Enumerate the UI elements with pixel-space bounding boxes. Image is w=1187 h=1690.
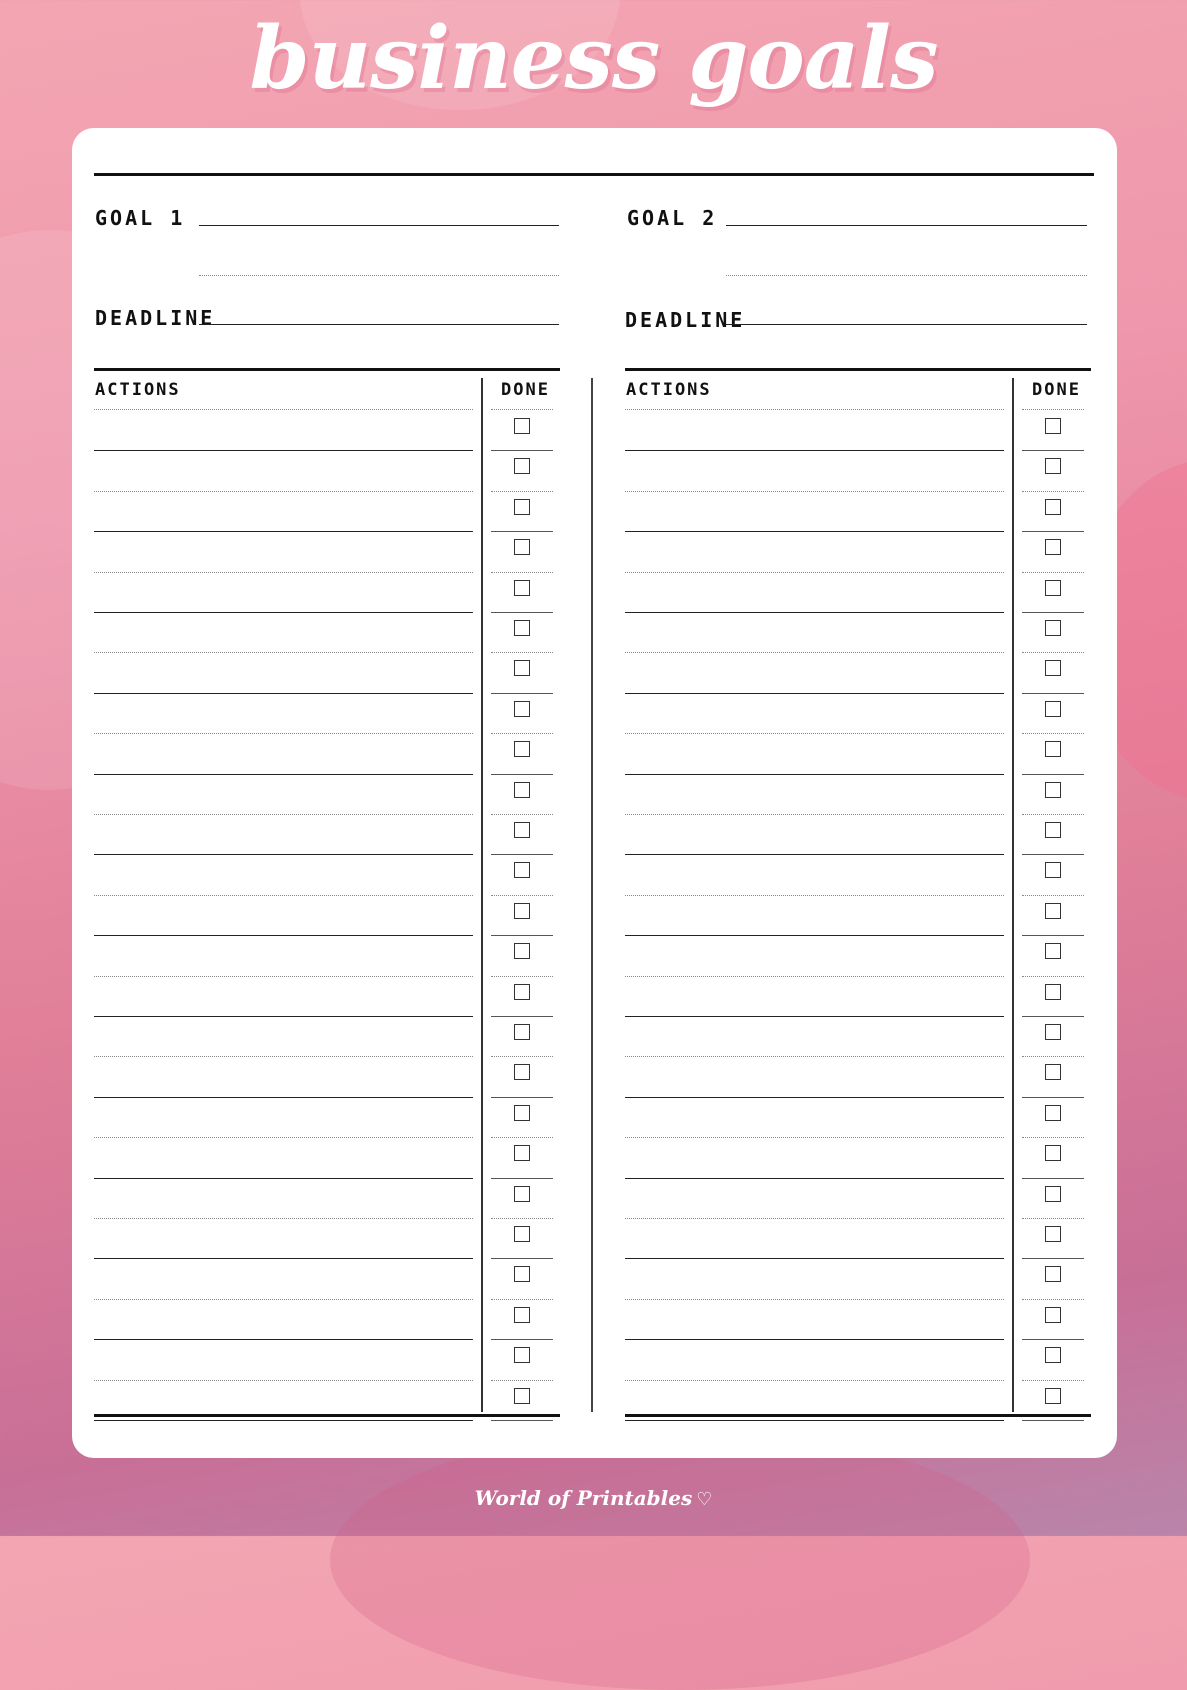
- done-header: DONE: [1032, 380, 1081, 400]
- action-row: [625, 694, 1091, 734]
- header-underline: [1022, 409, 1084, 410]
- action-row: [625, 855, 1091, 895]
- table-top-rule: [625, 368, 1091, 371]
- action-row: [625, 936, 1091, 976]
- done-cell-line: [491, 1420, 553, 1421]
- goal-label: GOAL 2: [627, 206, 718, 230]
- goal-section-1: [94, 128, 564, 1458]
- done-checkbox[interactable]: [514, 1064, 530, 1080]
- action-row: [94, 1179, 560, 1219]
- deadline-label: DEADLINE: [95, 306, 216, 330]
- action-row: [625, 653, 1091, 693]
- goal-input-line[interactable]: [726, 225, 1087, 226]
- done-checkbox[interactable]: [514, 660, 530, 676]
- done-checkbox[interactable]: [514, 1226, 530, 1242]
- done-checkbox[interactable]: [1045, 903, 1061, 919]
- done-checkbox[interactable]: [514, 1024, 530, 1040]
- done-checkbox[interactable]: [1045, 1186, 1061, 1202]
- action-row: [94, 1017, 560, 1057]
- done-checkbox[interactable]: [514, 943, 530, 959]
- done-checkbox[interactable]: [514, 620, 530, 636]
- done-checkbox[interactable]: [1045, 620, 1061, 636]
- done-checkbox[interactable]: [1045, 1388, 1061, 1404]
- done-checkbox[interactable]: [514, 903, 530, 919]
- done-checkbox[interactable]: [1045, 862, 1061, 878]
- done-checkbox[interactable]: [1045, 782, 1061, 798]
- action-row: [94, 694, 560, 734]
- action-row: [94, 573, 560, 613]
- action-row: [625, 734, 1091, 774]
- done-checkbox[interactable]: [1045, 984, 1061, 1000]
- done-checkbox[interactable]: [514, 458, 530, 474]
- done-checkbox[interactable]: [1045, 418, 1061, 434]
- actions-header: ACTIONS: [626, 380, 712, 400]
- done-checkbox[interactable]: [514, 741, 530, 757]
- done-checkbox[interactable]: [514, 862, 530, 878]
- goal-input-line[interactable]: [199, 225, 559, 226]
- done-checkbox[interactable]: [1045, 1226, 1061, 1242]
- deadline-label: DEADLINE: [625, 308, 746, 332]
- done-checkbox[interactable]: [1045, 1145, 1061, 1161]
- background-shape: [330, 1430, 1030, 1690]
- action-row: [625, 1057, 1091, 1097]
- done-checkbox[interactable]: [1045, 539, 1061, 555]
- action-row: [625, 1259, 1091, 1299]
- action-row: [94, 1057, 560, 1097]
- done-checkbox[interactable]: [514, 1388, 530, 1404]
- done-cell-line: [1022, 1420, 1084, 1421]
- done-checkbox[interactable]: [514, 1307, 530, 1323]
- table-bottom-rule: [94, 1414, 560, 1417]
- action-row: [94, 734, 560, 774]
- done-checkbox[interactable]: [1045, 1307, 1061, 1323]
- done-checkbox[interactable]: [514, 701, 530, 717]
- action-row: [94, 1219, 560, 1259]
- goal-label: GOAL 1: [95, 206, 186, 230]
- done-header: DONE: [501, 380, 550, 400]
- action-row: [625, 1098, 1091, 1138]
- action-row: [625, 573, 1091, 613]
- page-title: business goals: [249, 8, 938, 109]
- action-row: [625, 977, 1091, 1017]
- deadline-input-line[interactable]: [726, 324, 1087, 325]
- action-input-line[interactable]: [625, 1420, 1004, 1421]
- action-row: [625, 532, 1091, 572]
- actions-header: ACTIONS: [95, 380, 181, 400]
- action-row: [625, 1017, 1091, 1057]
- done-checkbox[interactable]: [514, 418, 530, 434]
- action-row: [94, 1098, 560, 1138]
- heart-icon: ♡: [696, 1489, 713, 1510]
- table-bottom-rule: [625, 1414, 1091, 1417]
- done-checkbox[interactable]: [1045, 499, 1061, 515]
- action-row: [625, 1138, 1091, 1178]
- action-row: [625, 613, 1091, 653]
- done-checkbox[interactable]: [514, 580, 530, 596]
- done-checkbox[interactable]: [514, 499, 530, 515]
- action-row: [94, 936, 560, 976]
- header-underline: [625, 409, 1004, 410]
- header-underline: [94, 409, 473, 410]
- done-checkbox[interactable]: [1045, 1347, 1061, 1363]
- done-checkbox[interactable]: [1045, 701, 1061, 717]
- done-checkbox[interactable]: [514, 1105, 530, 1121]
- goal-section-2: [625, 128, 1095, 1458]
- goal-input-line-2[interactable]: [726, 275, 1087, 276]
- done-checkbox[interactable]: [1045, 1266, 1061, 1282]
- action-row: [94, 855, 560, 895]
- footer-brand: [0, 1486, 1187, 1510]
- done-checkbox[interactable]: [514, 984, 530, 1000]
- action-row: [94, 896, 560, 936]
- action-row: [94, 1340, 560, 1380]
- action-row: [94, 653, 560, 693]
- action-row: [625, 1300, 1091, 1340]
- done-checkbox[interactable]: [514, 539, 530, 555]
- action-row: [94, 1300, 560, 1340]
- action-row: [94, 492, 560, 532]
- done-checkbox[interactable]: [1045, 458, 1061, 474]
- action-row: [94, 613, 560, 653]
- done-checkbox[interactable]: [514, 822, 530, 838]
- action-row: [625, 411, 1091, 451]
- done-checkbox[interactable]: [514, 782, 530, 798]
- done-checkbox[interactable]: [514, 1145, 530, 1161]
- header-underline: [491, 409, 553, 410]
- done-checkbox[interactable]: [1045, 1024, 1061, 1040]
- done-checkbox[interactable]: [1045, 822, 1061, 838]
- done-checkbox[interactable]: [1045, 580, 1061, 596]
- done-checkbox[interactable]: [1045, 741, 1061, 757]
- action-row: [625, 815, 1091, 855]
- planner-card: [72, 128, 1117, 1458]
- action-row: [625, 492, 1091, 532]
- done-checkbox[interactable]: [514, 1186, 530, 1202]
- action-row: [94, 1138, 560, 1178]
- action-row: [625, 1219, 1091, 1259]
- done-checkbox[interactable]: [514, 1347, 530, 1363]
- action-input-line[interactable]: [94, 1420, 473, 1421]
- done-checkbox[interactable]: [1045, 943, 1061, 959]
- action-row: [625, 775, 1091, 815]
- action-row: [625, 896, 1091, 936]
- done-checkbox[interactable]: [1045, 1105, 1061, 1121]
- goal-input-line-2[interactable]: [199, 275, 559, 276]
- table-top-rule: [94, 368, 560, 371]
- action-row: [94, 532, 560, 572]
- action-row: [94, 411, 560, 451]
- column-separator: [591, 378, 593, 1412]
- done-checkbox[interactable]: [1045, 660, 1061, 676]
- action-row: [94, 815, 560, 855]
- action-row: [94, 1259, 560, 1299]
- done-checkbox[interactable]: [514, 1266, 530, 1282]
- brand-name: World of Printables: [474, 1486, 693, 1510]
- action-row: [94, 451, 560, 491]
- action-row: [625, 451, 1091, 491]
- done-checkbox[interactable]: [1045, 1064, 1061, 1080]
- action-row: [94, 977, 560, 1017]
- deadline-input-line[interactable]: [199, 324, 559, 325]
- action-row: [94, 775, 560, 815]
- action-row: [625, 1340, 1091, 1380]
- action-row: [625, 1179, 1091, 1219]
